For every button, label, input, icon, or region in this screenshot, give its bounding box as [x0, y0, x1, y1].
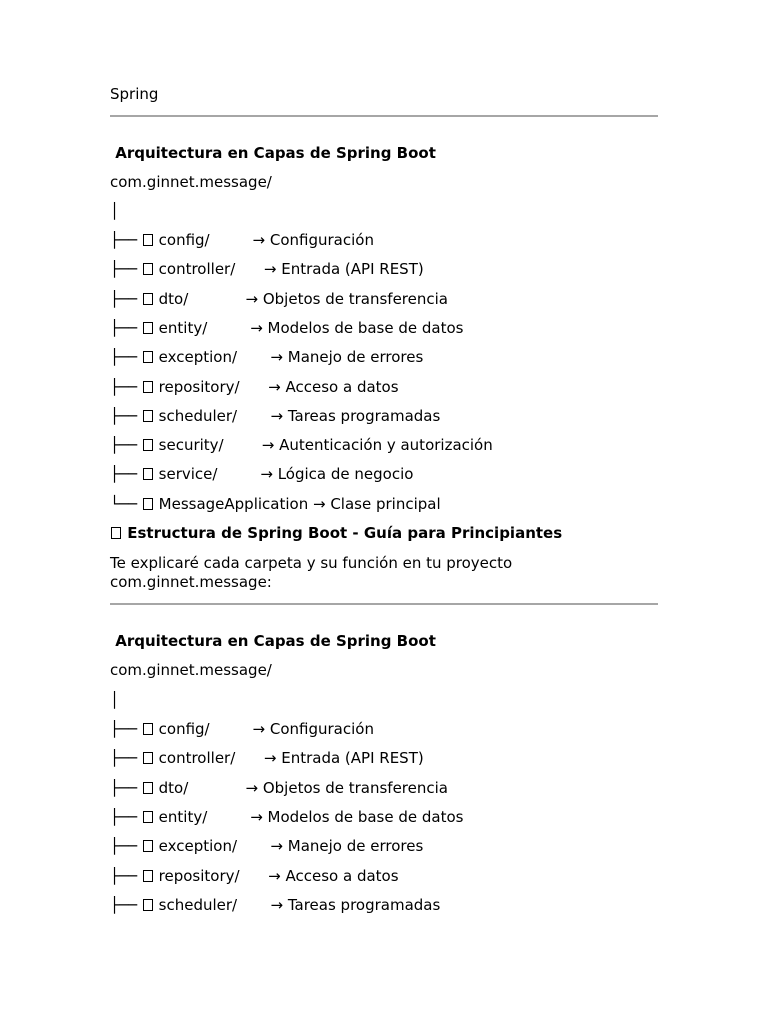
tree-branch: ├──: [110, 720, 142, 738]
tree-item-pad: [235, 748, 264, 768]
tree-item-pad: [188, 289, 245, 309]
tree-item-description: → Tareas programadas: [270, 406, 441, 425]
tree-item: [110, 406, 440, 426]
tree-item-pad: [210, 230, 253, 250]
tree-item-name: scheduler/: [158, 406, 238, 425]
tree-item-description: → Manejo de errores: [270, 837, 424, 856]
tree-item: [110, 318, 463, 338]
tree-item-name: config/: [158, 720, 210, 738]
tree-item-pad: [210, 719, 253, 739]
tree-item-pad: [237, 347, 270, 367]
tree-branch: ├──: [110, 895, 142, 914]
tree-item-description: → Acceso a datos: [268, 866, 399, 885]
tree-item-pad: [240, 377, 269, 397]
folder-icon: [143, 439, 153, 451]
tree-item: [110, 435, 493, 455]
tree-item-name: security/: [158, 436, 224, 455]
tree-branch: ├──: [110, 348, 142, 367]
tree-item-description: → Tareas programadas: [270, 895, 441, 914]
guide-intro-line-2: com.ginnet.message:: [110, 573, 272, 591]
tree-item: [110, 377, 399, 397]
tree-item: [110, 895, 440, 915]
tree-branch: ├──: [110, 260, 142, 279]
folder-icon: [143, 811, 153, 823]
folder-icon: [143, 293, 153, 305]
tree-item: [110, 836, 423, 856]
folder-icon: [143, 351, 153, 363]
tree-item-description: → Objetos de transferencia: [245, 778, 448, 797]
folder-icon: [143, 870, 153, 882]
tree-item: [110, 778, 448, 798]
tree-branch: ├──: [110, 318, 142, 337]
tree-item-description: → Entrada (API REST): [263, 749, 424, 768]
tree-item-name: repository/: [158, 866, 240, 885]
tree-item-name: entity/: [158, 318, 208, 337]
guide-heading-text: Estructura de Spring Boot - Guía para Principiantes: [127, 524, 563, 542]
divider: [110, 115, 658, 117]
tree-branch: ├──: [110, 377, 142, 396]
folder-icon: [111, 527, 121, 539]
tree-item: [110, 866, 399, 886]
folder-icon: [143, 234, 153, 246]
tree-item-pad: [237, 406, 270, 426]
folder-icon: [143, 468, 153, 480]
tree-item-name: exception/: [158, 837, 238, 856]
tree-item: [110, 807, 463, 827]
tree-item-pad: [224, 435, 262, 455]
tree-branch: ├──: [110, 778, 142, 797]
tree-root: com.ginnet.message/: [110, 661, 272, 679]
tree-item-name: scheduler/: [158, 895, 238, 914]
tree-item-name: service/: [158, 465, 218, 484]
folder-icon: [143, 322, 153, 334]
tree-item-description: → Modelos de base de datos: [250, 807, 464, 826]
folder-icon: [143, 381, 153, 393]
tree-item-description: → Autenticación y autorización: [261, 436, 493, 455]
tree-item-description: → Configuración: [252, 231, 374, 249]
tree-item-name: dto/: [158, 289, 189, 308]
tree-item-name: controller/: [158, 749, 236, 768]
section-heading: Arquitectura en Capas de Spring Boot: [110, 632, 436, 650]
tree-branch: ├──: [110, 807, 142, 826]
tree-item-description: → Lógica de negocio: [260, 465, 414, 484]
divider: [110, 603, 658, 605]
tree-pipe: │: [110, 202, 120, 220]
tree-branch: ├──: [110, 837, 142, 856]
tree-item-description: → Clase principal: [313, 494, 441, 513]
tree-item-pad: [207, 318, 250, 338]
tree-branch: ├──: [110, 866, 142, 885]
tree-item-name: MessageApplication: [158, 494, 309, 513]
tree-item-description: → Configuración: [252, 720, 374, 738]
tree-item-name: entity/: [158, 807, 208, 826]
tree-item-name: repository/: [158, 377, 240, 396]
tree-item-description: → Manejo de errores: [270, 348, 424, 367]
tree-pipe: │: [110, 691, 120, 709]
tree-item: [110, 289, 448, 309]
folder-icon: [143, 899, 153, 911]
tree-item-pad: [240, 866, 269, 886]
tree-root: com.ginnet.message/: [110, 173, 272, 191]
tree-item-pad: [188, 778, 245, 798]
tree-item: [110, 748, 424, 768]
folder-icon: [143, 498, 153, 510]
folder-icon: [143, 782, 153, 794]
tree-item-pad: [235, 259, 264, 279]
tree-item-description: → Modelos de base de datos: [250, 318, 464, 337]
tree-branch: ├──: [110, 465, 142, 484]
guide-heading: [110, 523, 562, 543]
tree-item-description: → Entrada (API REST): [263, 260, 424, 279]
guide-intro-line-1: Te explicaré cada carpeta y su función en tu proyecto: [110, 554, 513, 572]
tree-branch: ├──: [110, 749, 142, 768]
section-heading: Arquitectura en Capas de Spring Boot: [110, 144, 436, 162]
folder-icon: [143, 723, 153, 735]
folder-icon: [143, 752, 153, 764]
tree-item-name: exception/: [158, 348, 238, 367]
tree-item: [110, 347, 423, 367]
tree-item: [110, 259, 424, 279]
tree-item: [110, 230, 374, 250]
tree-item: [110, 719, 374, 739]
tree-item-name: controller/: [158, 260, 236, 279]
folder-icon: [143, 263, 153, 275]
tree-item-description: → Objetos de transferencia: [245, 289, 448, 308]
tree-branch: └──: [110, 494, 142, 513]
folder-icon: [143, 410, 153, 422]
tree-item-pad: [217, 464, 260, 484]
tree-item-name: config/: [158, 231, 210, 249]
page-title: Spring: [110, 85, 159, 103]
tree-item-name: dto/: [158, 778, 189, 797]
tree-item-description: → Acceso a datos: [268, 377, 399, 396]
tree-item: [110, 464, 413, 484]
tree-item: [110, 494, 441, 514]
tree-item-pad: [207, 807, 250, 827]
tree-branch: ├──: [110, 231, 142, 249]
tree-branch: ├──: [110, 406, 142, 425]
tree-branch: ├──: [110, 289, 142, 308]
folder-icon: [143, 840, 153, 852]
tree-branch: ├──: [110, 436, 142, 455]
tree-item-pad: [237, 836, 270, 856]
tree-item-pad: [237, 895, 270, 915]
